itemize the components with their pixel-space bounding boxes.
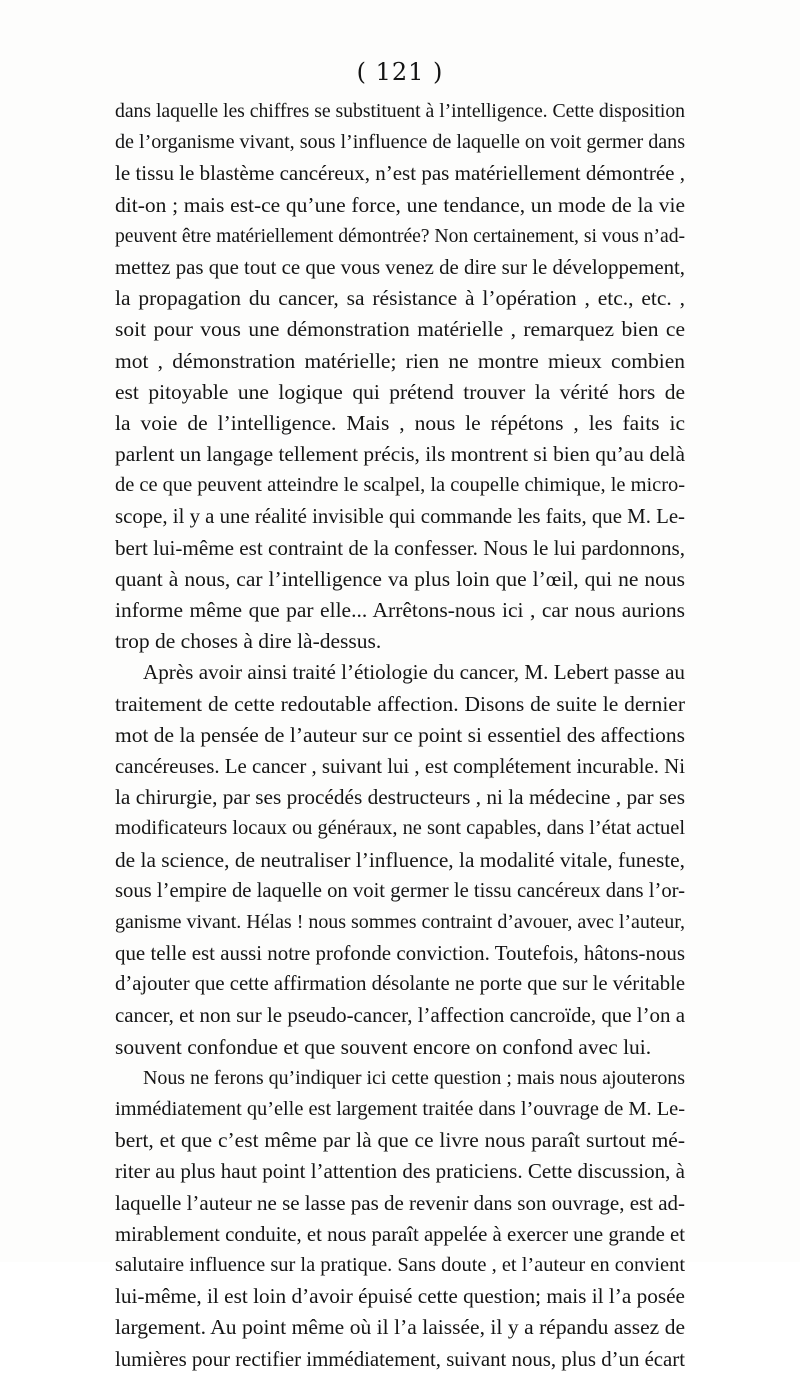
text-line: informe même que par elle... Arrêtons-nous ici , car nous aurions (115, 598, 685, 622)
text-line: mettez pas que tout ce que vous venez de dire sur le développement, (115, 254, 685, 279)
text-line: modificateurs locaux ou généraux, ne sont capables, dans l’état actuel (115, 817, 685, 840)
text-line: cancéreuses. Le cancer , suivant lui , est complétement incurable. Ni (115, 753, 685, 778)
text-line: riter au plus haut point l’attention des praticiens. Cette discussion, à (115, 1159, 685, 1184)
text-line: laquelle l’auteur ne se lasse pas de revenir dans son ouvrage, est ad- (115, 1190, 685, 1215)
text-line: quant à nous, car l’intelligence va plus loin que l’œil, qui ne nous (115, 566, 685, 591)
text-line: la propagation du cancer, sa résistance à l’opération , etc., etc. , (115, 286, 685, 311)
text-line: mirablement conduite, et nous paraît appelée à exercer une grande et (115, 1222, 685, 1246)
text-line: bert, et que c’est même par là que ce livre nous paraît surtout mé- (115, 1128, 685, 1153)
paragraph-last-line: souvent confondue et que souvent encore on confond avec lui. (115, 1034, 652, 1059)
text-line: lui-même, il est loin d’avoir épuisé cette question; mais il l’a posée (115, 1284, 685, 1309)
text-line: mot de la pensée de l’auteur sur ce point si essentiel des affections (115, 722, 685, 747)
text-line: largement. Au point même où il l’a laissée, il y a répandu assez de (115, 1315, 685, 1340)
text-line: sous l’empire de laquelle on voit germer le tissu cancéreux dans l’or- (115, 879, 685, 902)
text-line: bert lui-même est contraint de la confesser. Nous le lui pardonnons, (115, 535, 685, 560)
text-line: de l’organisme vivant, sous l’influence de laquelle on voit germer dans (115, 131, 685, 154)
text-line: est pitoyable une logique qui prétend trouver la vérité hors de (115, 379, 685, 404)
text-line: lumières pour rectifier immédiatement, suivant nous, plus d’un écart (115, 1346, 685, 1371)
text-line: dit-on ; mais est-ce qu’une force, une tendance, un mode de la vie (115, 192, 685, 217)
text-line: mot , démonstration matérielle; rien ne montre mieux combien (115, 348, 685, 373)
body-text (115, 96, 685, 1375)
text-line: cancer, et non sur le pseudo-cancer, l’affection cancroïde, que l’on a (115, 1003, 685, 1028)
text-line: soit pour vous une démonstration matérielle , remarquez bien ce (115, 317, 685, 342)
text-line: d’ajouter que cette affirmation désolante ne porte que sur le véritable (115, 973, 685, 996)
text-line: le tissu le blastème cancéreux, n’est pas matériellement démontrée , (115, 161, 685, 186)
text-line: parlent un langage tellement précis, ils montrent si bien qu’au delà (115, 442, 685, 467)
text-line: de la science, de neutraliser l’influence, la modalité vitale, funeste, (115, 847, 685, 872)
text-line: que telle est aussi notre profonde conviction. Toutefois, hâtons-nous (115, 941, 685, 966)
text-line: salutaire influence sur la pratique. Sans doute , et l’auteur en convient (115, 1253, 685, 1276)
text-line: de ce que peuvent atteindre le scalpel, la coupelle chimique, le micro- (115, 474, 685, 497)
text-line: scope, il y a une réalité invisible qui commande les faits, que M. Le- (115, 504, 685, 529)
page-number: ( 121 ) (356, 58, 444, 86)
paragraph-first-line: Après avoir ainsi traité l’étiologie du cancer, M. Lebert passe au (143, 660, 685, 685)
paragraph-first-line: Nous ne ferons qu’indiquer ici cette question ; mais nous ajouterons (143, 1066, 685, 1089)
text-line: la voie de l’intelligence. Mais , nous le répétons , les faits ic (115, 410, 685, 435)
text-line: ganisme vivant. Hélas ! nous sommes contraint d’avouer, avec l’auteur, (115, 910, 685, 933)
text-line: traitement de cette redoutable affection. Disons de suite le dernier (115, 691, 685, 716)
text-line: immédiatement qu’elle est largement traitée dans l’ouvrage de M. Le- (115, 1098, 685, 1120)
text-line: dans laquelle les chiffres se substituent à l’intelligence. Cette disposition (115, 100, 685, 122)
text-line: la chirurgie, par ses procédés destructeurs , ni la médecine , par ses (115, 785, 685, 810)
text-line: peuvent être matériellement démontrée? Non certainement, si vous n’ad- (115, 224, 685, 247)
paragraph-last-line: trop de choses à dire là-dessus. (115, 629, 382, 654)
